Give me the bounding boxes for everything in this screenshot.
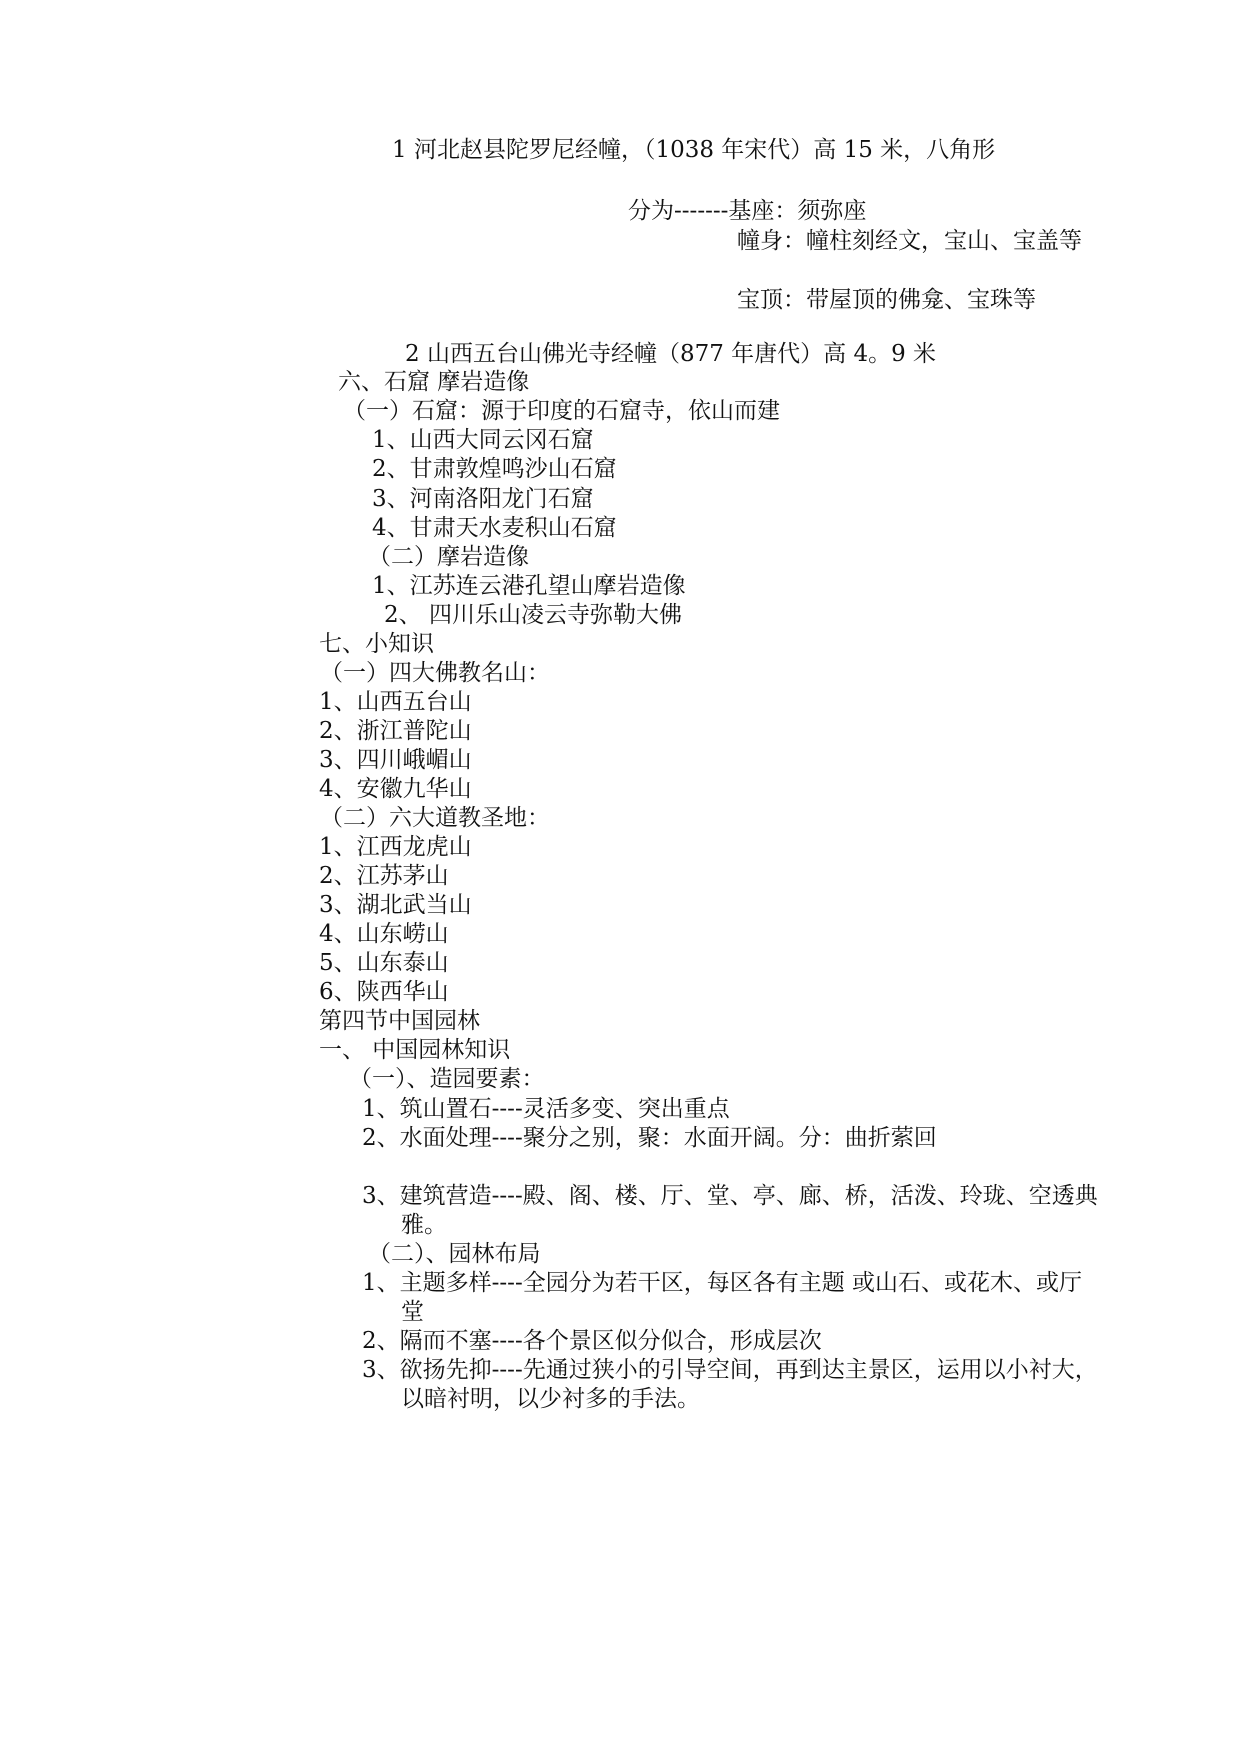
- list-item: 2、江苏茅山: [319, 863, 449, 889]
- stele-1-base: 分为-------基座：须弥座: [628, 198, 867, 224]
- list-item: 2、隔而不塞----各个景区似分似合，形成层次: [362, 1328, 822, 1354]
- list-item: 1、江苏连云港孔望山摩岩造像: [372, 573, 686, 599]
- list-item: 2、 四川乐山凌云寺弥勒大佛: [384, 602, 682, 628]
- list-item: 1、山西大同云冈石窟: [372, 427, 594, 453]
- list-item: 2、甘肃敦煌鸣沙山石窟: [372, 456, 617, 482]
- list-item-continuation: 以暗衬明，以少衬多的手法。: [401, 1386, 700, 1412]
- garden-knowledge-heading: 一、 中国园林知识: [319, 1037, 511, 1063]
- taoist-sites-heading: （二）六大道教圣地：: [320, 805, 550, 831]
- list-item: 1、筑山置石----灵活多变、突出重点: [362, 1096, 730, 1122]
- list-item-continuation: 堂: [401, 1299, 424, 1325]
- list-item: 1、主题多样----全园分为若干区，每区各有主题 或山石、或花木、或厅: [362, 1270, 1083, 1296]
- list-item: 3、欲扬先抑----先通过狭小的引导空间，再到达主景区，运用以小衬大，: [362, 1357, 1098, 1383]
- list-item: 4、山东崂山: [319, 921, 449, 947]
- list-item: 3、建筑营造----殿、阁、楼、厅、堂、亭、廊、桥，活泼、玲珑、空透典: [362, 1183, 1098, 1209]
- list-item: 1、山西五台山: [319, 689, 472, 715]
- list-item: 2、浙江普陀山: [319, 718, 472, 744]
- list-item: 4、安徽九华山: [319, 776, 472, 802]
- cliff-carving-heading: （二）摩岩造像: [368, 544, 529, 570]
- list-item: 4、甘肃天水麦积山石窟: [372, 515, 617, 541]
- list-item: 5、山东泰山: [319, 950, 449, 976]
- list-item: 3、四川峨嵋山: [319, 747, 472, 773]
- section-4-title: 第四节中国园林: [319, 1008, 480, 1034]
- list-item: 2、水面处理----聚分之别，聚：水面开阔。分：曲折萦回: [362, 1125, 937, 1151]
- stele-1-top: 宝顶：带屋顶的佛龛、宝珠等: [737, 287, 1036, 313]
- list-item: 6、陕西华山: [319, 979, 449, 1005]
- stele-1-heading: 1 河北赵县陀罗尼经幢，（1038 年宋代）高 15 米，八角形: [392, 137, 996, 163]
- garden-layout-heading: （二）、园林布局: [368, 1241, 541, 1267]
- stele-1-body: 幢身：幢柱刻经文，宝山、宝盖等: [737, 228, 1082, 254]
- list-item: 3、湖北武当山: [319, 892, 472, 918]
- grottoes-heading: （一）石窟：源于印度的石窟寺，依山而建: [343, 398, 780, 424]
- section-7-title: 七、小知识: [319, 631, 434, 657]
- stele-2-heading: 2 山西五台山佛光寺经幢（877 年唐代）高 4。9 米: [405, 341, 937, 367]
- buddhist-mountains-heading: （一）四大佛教名山：: [320, 660, 550, 686]
- list-item-continuation: 雅。: [401, 1212, 447, 1238]
- list-item: 3、河南洛阳龙门石窟: [372, 486, 594, 512]
- garden-elements-heading: （一）、造园要素：: [349, 1066, 545, 1092]
- list-item: 1、江西龙虎山: [319, 834, 472, 860]
- section-6-title: 六、石窟 摩岩造像: [338, 369, 530, 395]
